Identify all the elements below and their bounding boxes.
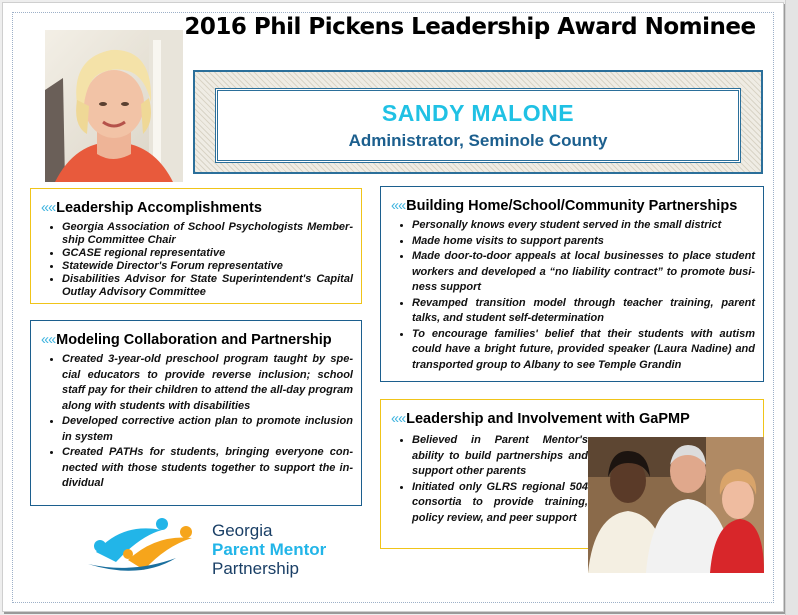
- modeling-collaboration-box: [30, 320, 362, 506]
- building-partnerships-box: [380, 186, 764, 382]
- building-partnerships-list: [391, 218, 755, 373]
- quote-mark-icon: ««: [41, 332, 56, 348]
- nominee-name-panel: [215, 88, 741, 163]
- list-item: • Georgia Association of School Psychologists Membership Committee Chair: [62, 221, 353, 247]
- page-title: 2016 Phil Pickens Leadership Award Nominee: [184, 14, 756, 40]
- modeling-collaboration-heading: [41, 332, 353, 348]
- heading-text: Leadership and Involvement with GaPMP: [406, 411, 690, 427]
- list-item: • Disabilities Advisor for State Superintendent's Capital Outlay Advisory Committee: [62, 273, 353, 299]
- list-item: • Personally knows every student served in the small district: [412, 218, 755, 234]
- quote-mark-icon: ««: [391, 198, 406, 214]
- leadership-accomplishments-list: [41, 221, 353, 299]
- list-item: • Made home visits to support parents: [412, 234, 755, 250]
- logo-line-1: Georgia: [212, 521, 273, 540]
- gapmp-logo-icon: [82, 508, 206, 578]
- logo-line-3: Partnership: [212, 559, 299, 578]
- list-item: • Developed corrective action plan to promote inclusion in system: [62, 414, 353, 445]
- heading-text: Building Home/School/Community Partnerships: [406, 198, 738, 214]
- list-item: • GCASE regional representative: [62, 247, 353, 260]
- quote-mark-icon: ««: [391, 411, 406, 427]
- nominee-role: Administrator, Seminole County: [348, 131, 608, 150]
- gapmp-logo-text: [212, 521, 326, 578]
- nominee-name-frame: [193, 70, 763, 174]
- leadership-accomplishments-box: [30, 188, 362, 304]
- logo-line-2: Parent Mentor: [212, 540, 327, 559]
- nominee-name: SANDY MALONE: [381, 100, 575, 126]
- group-photo: [588, 437, 764, 573]
- list-item: • Created PATHs for students, bringing everyone connected with those students together to support the individual: [62, 445, 353, 492]
- list-item: • To encourage families' belief that their students with autism could have a bright future, provided speaker (Laura Nadine) and transported group to Albany to see Temple Grandin: [412, 327, 755, 374]
- list-item: • Revamped transition model through teacher training, parent talks, and student self-determination: [412, 296, 755, 327]
- nominee-portrait: [45, 30, 183, 182]
- list-item: • Initiated only GLRS regional 504 consortia to provide training, policy review, and peer support: [412, 480, 588, 527]
- list-item: • Created 3-year-old preschool program taught by special educators to provide reverse inclusion; school staff pay for their children to attend the all-day program along with students with disabilities: [62, 352, 353, 414]
- quote-mark-icon: ««: [41, 200, 56, 216]
- leadership-involvement-heading: [391, 411, 755, 427]
- heading-text: Modeling Collaboration and Partnership: [56, 332, 332, 348]
- list-item: • Made door-to-door appeals at local businesses to place student workers and developed a “no liability contract” to promote business support: [412, 249, 755, 296]
- leadership-accomplishments-heading: [41, 200, 353, 216]
- list-item: • Statewide Director's Forum representative: [62, 260, 353, 273]
- vertical-scrollbar[interactable]: [785, 0, 798, 615]
- building-partnerships-heading: [391, 198, 755, 214]
- list-item: • Believed in Parent Mentor's ability to build partnerships and support other parents: [412, 433, 588, 480]
- gapmp-logo: [82, 508, 352, 578]
- leadership-involvement-list: [391, 433, 588, 526]
- heading-text: Leadership Accomplishments: [56, 200, 262, 216]
- modeling-collaboration-list: [41, 352, 353, 492]
